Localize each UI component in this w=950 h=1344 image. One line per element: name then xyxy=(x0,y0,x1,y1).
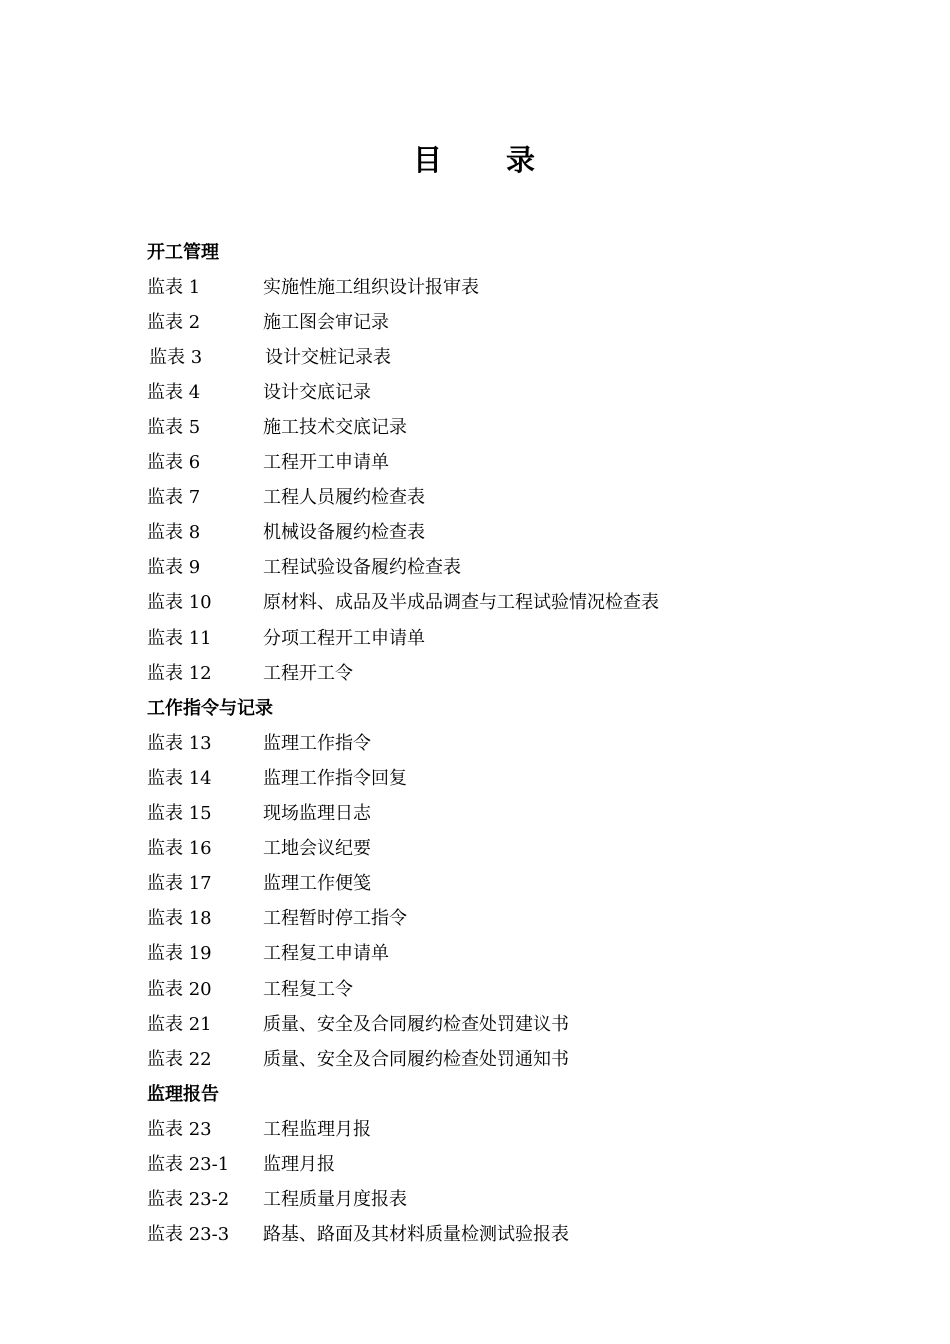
section-heading xyxy=(147,1075,867,1110)
form-name: 工程开工申请单 xyxy=(263,452,389,474)
toc-entry xyxy=(147,584,867,619)
form-code: 监表 4 xyxy=(147,381,201,403)
form-name: 现场监理日志 xyxy=(263,803,371,825)
form-code: 监表 21 xyxy=(147,1013,212,1035)
form-name: 工程复工令 xyxy=(263,978,353,1000)
toc-entry xyxy=(147,1110,867,1145)
form-code: 监表 6 xyxy=(147,452,201,474)
form-name: 机械设备履约检查表 xyxy=(263,522,425,544)
toc-entry xyxy=(147,479,867,514)
section-heading-label: 开工管理 xyxy=(147,241,219,263)
form-code: 监表 9 xyxy=(147,557,201,579)
form-name: 工程复工申请单 xyxy=(263,943,389,965)
form-name: 实施性施工组织设计报审表 xyxy=(263,276,479,298)
form-code: 监表 11 xyxy=(147,627,212,649)
form-name: 工程开工令 xyxy=(263,662,353,684)
form-code: 监表 23-2 xyxy=(147,1189,230,1211)
toc-entry xyxy=(147,795,867,830)
form-code: 监表 1 xyxy=(147,276,201,298)
toc-entry xyxy=(147,900,867,935)
form-name: 监理月报 xyxy=(263,1153,335,1175)
form-code: 监表 16 xyxy=(147,838,212,860)
form-code: 监表 20 xyxy=(147,978,212,1000)
form-code: 监表 22 xyxy=(147,1048,212,1070)
toc-entry xyxy=(147,338,867,373)
page-title: 目 录 xyxy=(412,143,537,177)
toc-entry xyxy=(147,303,867,338)
form-code: 监表 23-3 xyxy=(147,1224,230,1246)
form-name: 分项工程开工申请单 xyxy=(263,627,425,649)
form-code: 监表 10 xyxy=(147,592,212,614)
form-code: 监表 7 xyxy=(147,487,201,509)
form-name: 监理工作指令 xyxy=(263,732,371,754)
form-code: 监表 18 xyxy=(147,908,212,930)
form-code: 监表 17 xyxy=(147,873,212,895)
toc-entry xyxy=(147,759,867,794)
toc-entry xyxy=(147,1145,867,1180)
form-name: 监理工作指令回复 xyxy=(263,767,407,789)
toc-entry xyxy=(147,514,867,549)
toc-entry xyxy=(147,935,867,970)
toc-entry xyxy=(147,408,867,443)
form-name: 工程质量月度报表 xyxy=(263,1189,407,1211)
table-of-contents xyxy=(147,233,867,1251)
toc-entry xyxy=(147,619,867,654)
toc-entry xyxy=(147,1181,867,1216)
form-code: 监表 15 xyxy=(147,803,212,825)
toc-entry xyxy=(147,1005,867,1040)
form-code: 监表 12 xyxy=(147,662,212,684)
form-code: 监表 14 xyxy=(147,767,212,789)
form-name: 工程试验设备履约检查表 xyxy=(263,557,461,579)
form-code: 监表 23 xyxy=(147,1118,212,1140)
form-name: 原材料、成品及半成品调查与工程试验情况检查表 xyxy=(263,592,659,614)
form-name: 路基、路面及其材料质量检测试验报表 xyxy=(263,1224,569,1246)
toc-entry xyxy=(147,549,867,584)
toc-entry xyxy=(147,268,867,303)
section-heading-label: 工作指令与记录 xyxy=(147,697,273,719)
toc-entry xyxy=(147,724,867,759)
form-name: 质量、安全及合同履约检查处罚建议书 xyxy=(263,1013,569,1035)
toc-entry xyxy=(147,1040,867,1075)
form-name: 工程监理月报 xyxy=(263,1118,371,1140)
form-name: 设计交桩记录表 xyxy=(265,346,391,368)
form-name: 监理工作便笺 xyxy=(263,873,371,895)
form-code: 监表 8 xyxy=(147,522,201,544)
form-name: 施工图会审记录 xyxy=(263,311,389,333)
section-heading xyxy=(147,233,867,268)
toc-entry xyxy=(147,373,867,408)
section-heading-label: 监理报告 xyxy=(147,1083,219,1105)
form-name: 工地会议纪要 xyxy=(263,838,371,860)
form-name: 工程人员履约检查表 xyxy=(263,487,425,509)
toc-entry xyxy=(147,970,867,1005)
form-code: 监表 19 xyxy=(147,943,212,965)
form-code: 监表 13 xyxy=(147,732,212,754)
toc-entry xyxy=(147,1216,867,1251)
form-name: 工程暂时停工指令 xyxy=(263,908,407,930)
toc-entry xyxy=(147,654,867,689)
form-name: 设计交底记录 xyxy=(263,381,371,403)
form-name: 施工技术交底记录 xyxy=(263,417,407,439)
form-name: 质量、安全及合同履约检查处罚通知书 xyxy=(263,1048,569,1070)
form-code: 监表 23-1 xyxy=(147,1153,230,1175)
toc-entry xyxy=(147,444,867,479)
section-heading xyxy=(147,689,867,724)
toc-entry xyxy=(147,865,867,900)
form-code: 监表 3 xyxy=(149,346,203,368)
toc-entry xyxy=(147,830,867,865)
form-code: 监表 2 xyxy=(147,311,201,333)
form-code: 监表 5 xyxy=(147,417,201,439)
